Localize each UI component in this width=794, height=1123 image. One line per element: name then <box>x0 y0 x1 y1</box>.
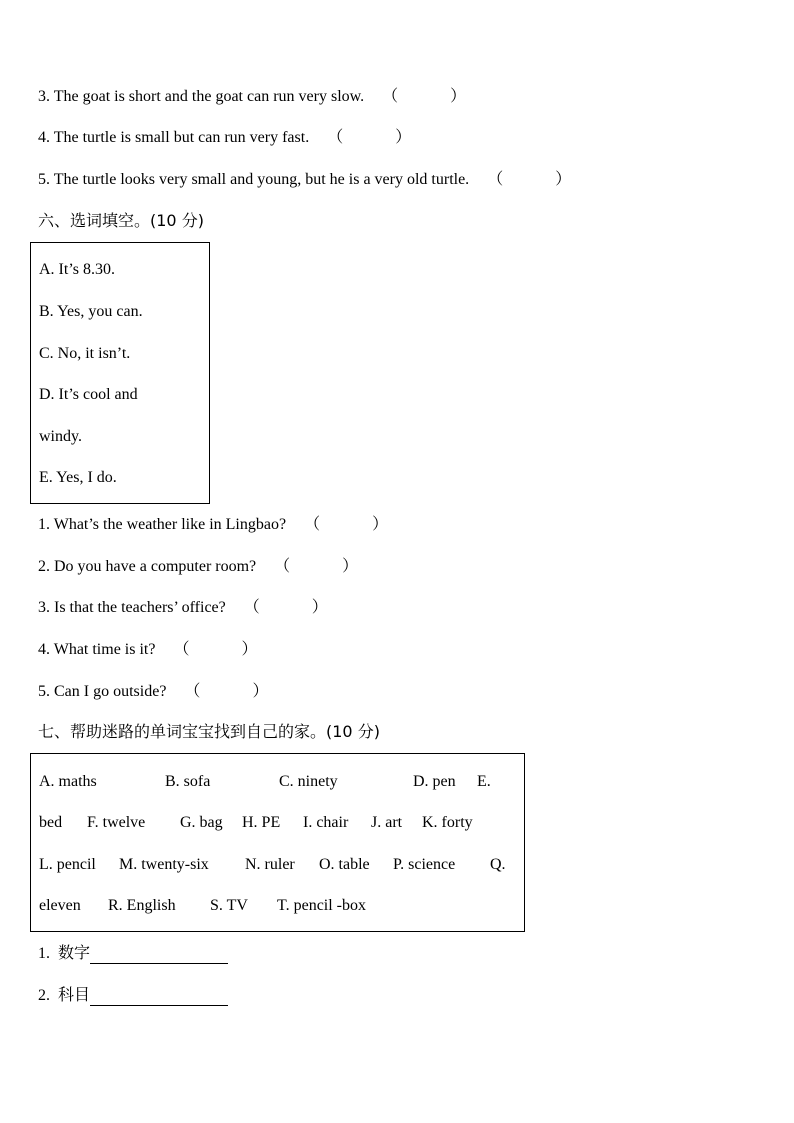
blank-1-label: 数字 <box>58 943 91 962</box>
answer-paren[interactable]: （ ） <box>382 88 467 105</box>
tf-item-3 <box>38 87 466 107</box>
word-k: K. forty <box>422 814 473 831</box>
blank-1-number: 1. <box>38 945 50 962</box>
answer-paren[interactable]: （ ） <box>173 641 258 658</box>
answer-paren[interactable]: （ ） <box>243 599 328 616</box>
word-n: N. ruler <box>245 856 295 873</box>
word-e-bed: bed <box>39 814 63 831</box>
option-d: D. It’s cool and <box>39 386 138 403</box>
word-c: C. ninety <box>279 773 338 790</box>
question-1 <box>38 515 388 535</box>
question-1-text: 1. What’s the weather like in Lingbao? <box>38 516 287 533</box>
word-o: O. table <box>319 856 370 873</box>
option-b: B. Yes, you can. <box>39 303 143 320</box>
answer-blank[interactable] <box>90 945 228 964</box>
question-4-text: 4. What time is it? <box>38 641 156 658</box>
word-b: B. sofa <box>165 773 211 790</box>
answer-blank[interactable] <box>90 987 228 1006</box>
tf-item-3-text: 3. The goat is short and the goat can run very slow. <box>38 88 365 105</box>
tf-item-5-text: 5. The turtle looks very small and young, but he is a very old turtle. <box>38 171 470 188</box>
tf-item-5 <box>38 170 571 190</box>
word-s: S. TV <box>210 897 248 914</box>
word-m: M. twenty-six <box>119 856 209 873</box>
word-d: D. pen <box>413 773 456 790</box>
answer-paren[interactable]: （ ） <box>184 683 269 700</box>
word-f: F. twelve <box>87 814 146 831</box>
word-p: P. science <box>393 856 456 873</box>
word-j: J. art <box>371 814 403 831</box>
option-e: E. Yes, I do. <box>39 469 117 486</box>
answer-paren[interactable]: （ ） <box>487 171 572 188</box>
blank-1 <box>38 943 228 964</box>
option-d-cont: windy. <box>39 428 82 445</box>
question-5 <box>38 682 268 702</box>
question-2-text: 2. Do you have a computer room? <box>38 558 257 575</box>
question-4 <box>38 640 258 660</box>
option-c: C. No, it isn’t. <box>39 345 131 362</box>
question-3-text: 3. Is that the teachers’ office? <box>38 599 226 616</box>
question-2 <box>38 557 358 577</box>
answer-paren[interactable]: （ ） <box>327 129 412 146</box>
answer-paren[interactable]: （ ） <box>274 558 359 575</box>
word-l: L. pencil <box>39 856 96 873</box>
blank-2-label: 科目 <box>58 985 91 1004</box>
word-t: T. pencil -box <box>277 897 367 914</box>
word-h: H. PE <box>242 814 281 831</box>
word-q-eleven: eleven <box>39 897 81 914</box>
word-box <box>30 753 525 932</box>
tf-item-4-text: 4. The turtle is small but can run very fast. <box>38 129 310 146</box>
blank-2 <box>38 985 228 1006</box>
word-r: R. English <box>108 897 176 914</box>
word-i: I. chair <box>303 814 349 831</box>
option-a: A. It’s 8.30. <box>39 261 115 278</box>
word-q-label: Q. <box>490 856 506 873</box>
question-5-text: 5. Can I go outside? <box>38 683 167 700</box>
answer-paren[interactable]: （ ） <box>304 516 389 533</box>
question-3 <box>38 598 328 618</box>
options-box <box>30 242 210 504</box>
word-g: G. bag <box>180 814 223 831</box>
section-7-title: 七、帮助迷路的单词宝宝找到自己的家。(10 分) <box>38 722 380 741</box>
tf-item-4 <box>38 128 411 148</box>
word-e-label: E. <box>477 773 491 790</box>
blank-2-number: 2. <box>38 987 50 1004</box>
word-a: A. maths <box>39 773 97 790</box>
section-6-title: 六、选词填空。(10 分) <box>38 211 204 230</box>
